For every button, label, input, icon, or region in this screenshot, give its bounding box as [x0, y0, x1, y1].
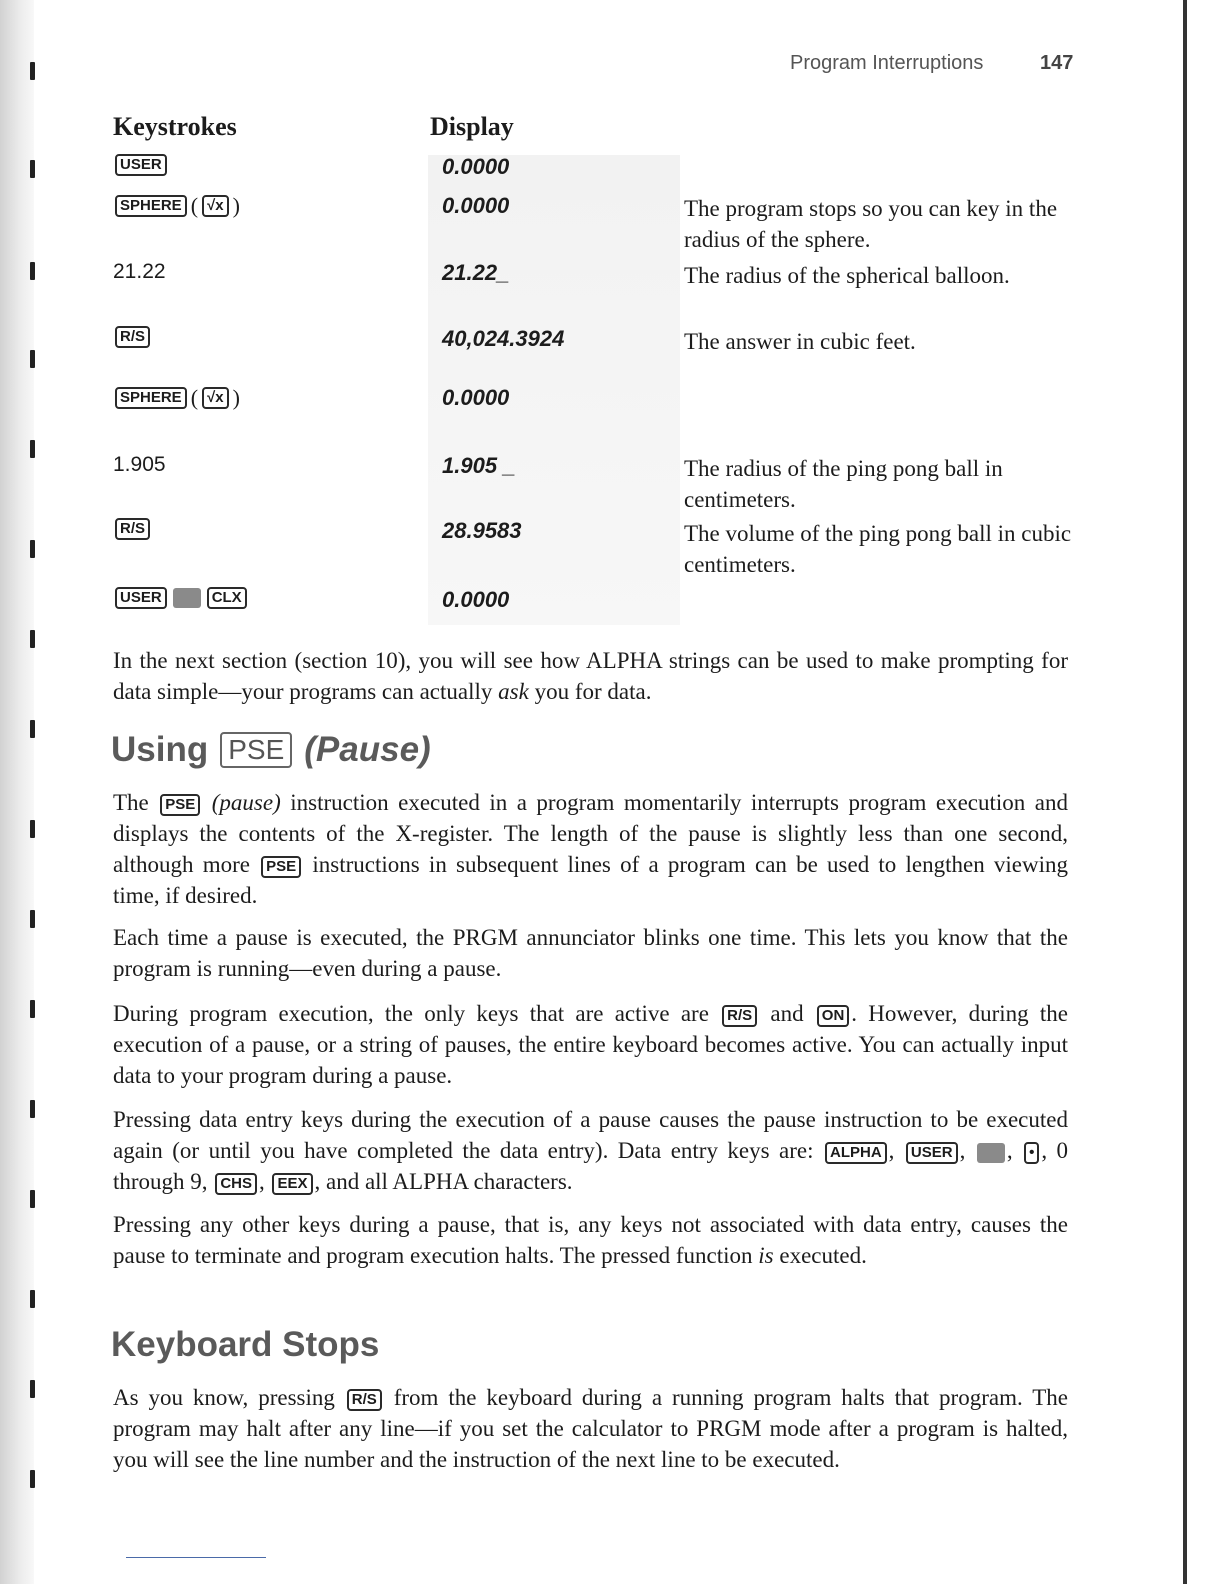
binder-mark: [30, 540, 35, 558]
page-number: 147: [1040, 52, 1074, 74]
footer-rule: [126, 1557, 266, 1558]
keystroke-cell: [113, 260, 166, 284]
alpha-key-icon: ALPHA: [825, 1142, 887, 1164]
binder-mark: [30, 1000, 35, 1018]
row-note: The radius of the ping pong ball in centimeters.: [684, 456, 1003, 512]
keystroke-text: 1.905: [113, 453, 166, 476]
binder-mark: [30, 440, 35, 458]
keystroke-text: (: [190, 385, 199, 410]
page-edge-rule: [1183, 0, 1187, 1584]
decimal-point-key-icon: •: [1024, 1142, 1039, 1164]
display-value: 28.9583: [442, 518, 522, 543]
intro-paragraph: In the next section (section 10), you will see how ALPHA strings can be used to make prompting for data simple—your programs can actually ask you for data.: [113, 648, 1068, 704]
row-note: The answer in cubic feet.: [684, 329, 916, 354]
keystroke-text: (: [190, 193, 199, 218]
shift-key-icon: [173, 588, 201, 608]
row-note: The program stops so you can key in the radius of the sphere.: [684, 196, 1058, 252]
binder-mark: [30, 1100, 35, 1118]
binder-mark: [30, 1380, 35, 1398]
rs-key-icon: R/S: [722, 1005, 757, 1027]
keystroke-text: 21.22: [113, 260, 166, 283]
calculator-key: R/S: [115, 326, 150, 348]
binder-mark: [30, 1470, 35, 1488]
binder-mark: [30, 910, 35, 928]
section-heading-pause: [111, 730, 431, 770]
pause-paragraph-3: During program execution, the only keys that are active are R/S and ON . However, during the execution of a pause, or a string of pauses, the entire keyboard becomes active. You can actually input data to your program during a pause.: [113, 1001, 1068, 1088]
keystroke-cell: [113, 518, 152, 540]
binder-mark: [30, 350, 35, 368]
binder-mark: [30, 62, 35, 80]
section-heading-keyboard-stops: Keyboard Stops: [111, 1325, 380, 1364]
keystroke-cell: [113, 385, 240, 411]
pause-paragraph-4: Pressing data entry keys during the execution of a pause causes the pause instruction to be executed again (or until you have completed the data entry). Data entry keys are: ALPHA , USER , , • , 0 through 9, CHS , EEX , and all ALPHA characters.: [113, 1107, 1069, 1194]
keystroke-cell: [113, 453, 166, 477]
keystroke-text: ): [232, 193, 240, 218]
on-key-icon: ON: [817, 1005, 850, 1027]
pse-key-icon: PSE: [261, 856, 301, 878]
running-title: Program Interruptions: [790, 52, 984, 74]
binder-mark: [30, 262, 35, 280]
display-value: 1.905 _: [442, 453, 516, 478]
pause-paragraph-2: Each time a pause is executed, the PRGM annunciator blinks one time. This lets you know that the program is running—even during a pause.: [113, 925, 1068, 981]
pse-key-icon: PSE: [160, 794, 200, 816]
binder-mark: [30, 720, 35, 738]
binder-mark: [30, 160, 35, 178]
heading-suffix: (Pause): [304, 730, 431, 769]
calculator-key: √x: [202, 387, 229, 409]
calculator-key: SPHERE: [115, 387, 187, 409]
binder-mark: [30, 820, 35, 838]
keystroke-cell: [113, 193, 240, 219]
user-key-icon: USER: [906, 1142, 958, 1164]
display-value: 0.0000: [442, 154, 510, 179]
calculator-key: CLX: [207, 587, 247, 609]
calculator-key: √x: [202, 195, 229, 217]
shift-key-icon: [977, 1143, 1005, 1163]
display-value: 40,024.3924: [442, 326, 565, 351]
stops-paragraph-1: As you know, pressing R/S from the keyboard during a running program halts that program. The program may halt after any line—if you set the calculator to PRGM mode after a program is halted, you will see the line number and the instruction of the next line to be executed.: [113, 1385, 1068, 1472]
rs-key-icon: R/S: [347, 1389, 382, 1411]
row-note: The volume of the ping pong ball in cubic centimeters.: [684, 521, 1072, 577]
pause-paragraph-1: The PSE (pause) instruction executed in a program momentarily interrupts program execution and displays the contents of the X-register. The length of the pause is slightly less than one second, although more PSE instructions in subsequent lines of a program can be used to lengthen viewing time, if desired.: [113, 790, 1069, 908]
display-value: 0.0000: [442, 193, 510, 218]
column-header-display: Display: [430, 112, 514, 141]
display-value: 0.0000: [442, 587, 510, 612]
binder-mark: [30, 630, 35, 648]
calculator-key: USER: [115, 154, 167, 176]
eex-key-icon: EEX: [272, 1173, 312, 1195]
scan-edge: [0, 0, 34, 1584]
calculator-key: SPHERE: [115, 195, 187, 217]
display-value: 0.0000: [442, 385, 510, 410]
calculator-key: USER: [115, 587, 167, 609]
calculator-key: R/S: [115, 518, 150, 540]
row-note: The radius of the spherical balloon.: [684, 263, 1010, 288]
display-value: 21.22_: [442, 260, 510, 285]
pause-paragraph-5: Pressing any other keys during a pause, that is, any keys not associated with data entry, causes the pause to terminate and program execution halts. The pressed function is executed.: [113, 1212, 1068, 1268]
heading-prefix: Using: [111, 730, 209, 769]
keystroke-cell: [113, 326, 152, 348]
column-header-keystrokes: Keystrokes: [113, 112, 237, 141]
keystroke-text: ): [232, 385, 240, 410]
chs-key-icon: CHS: [215, 1173, 257, 1195]
binder-mark: [30, 1190, 35, 1208]
keystroke-cell: [113, 587, 249, 609]
pse-key-icon: PSE: [220, 732, 292, 768]
binder-mark: [30, 1290, 35, 1308]
keystroke-cell: [113, 154, 169, 176]
